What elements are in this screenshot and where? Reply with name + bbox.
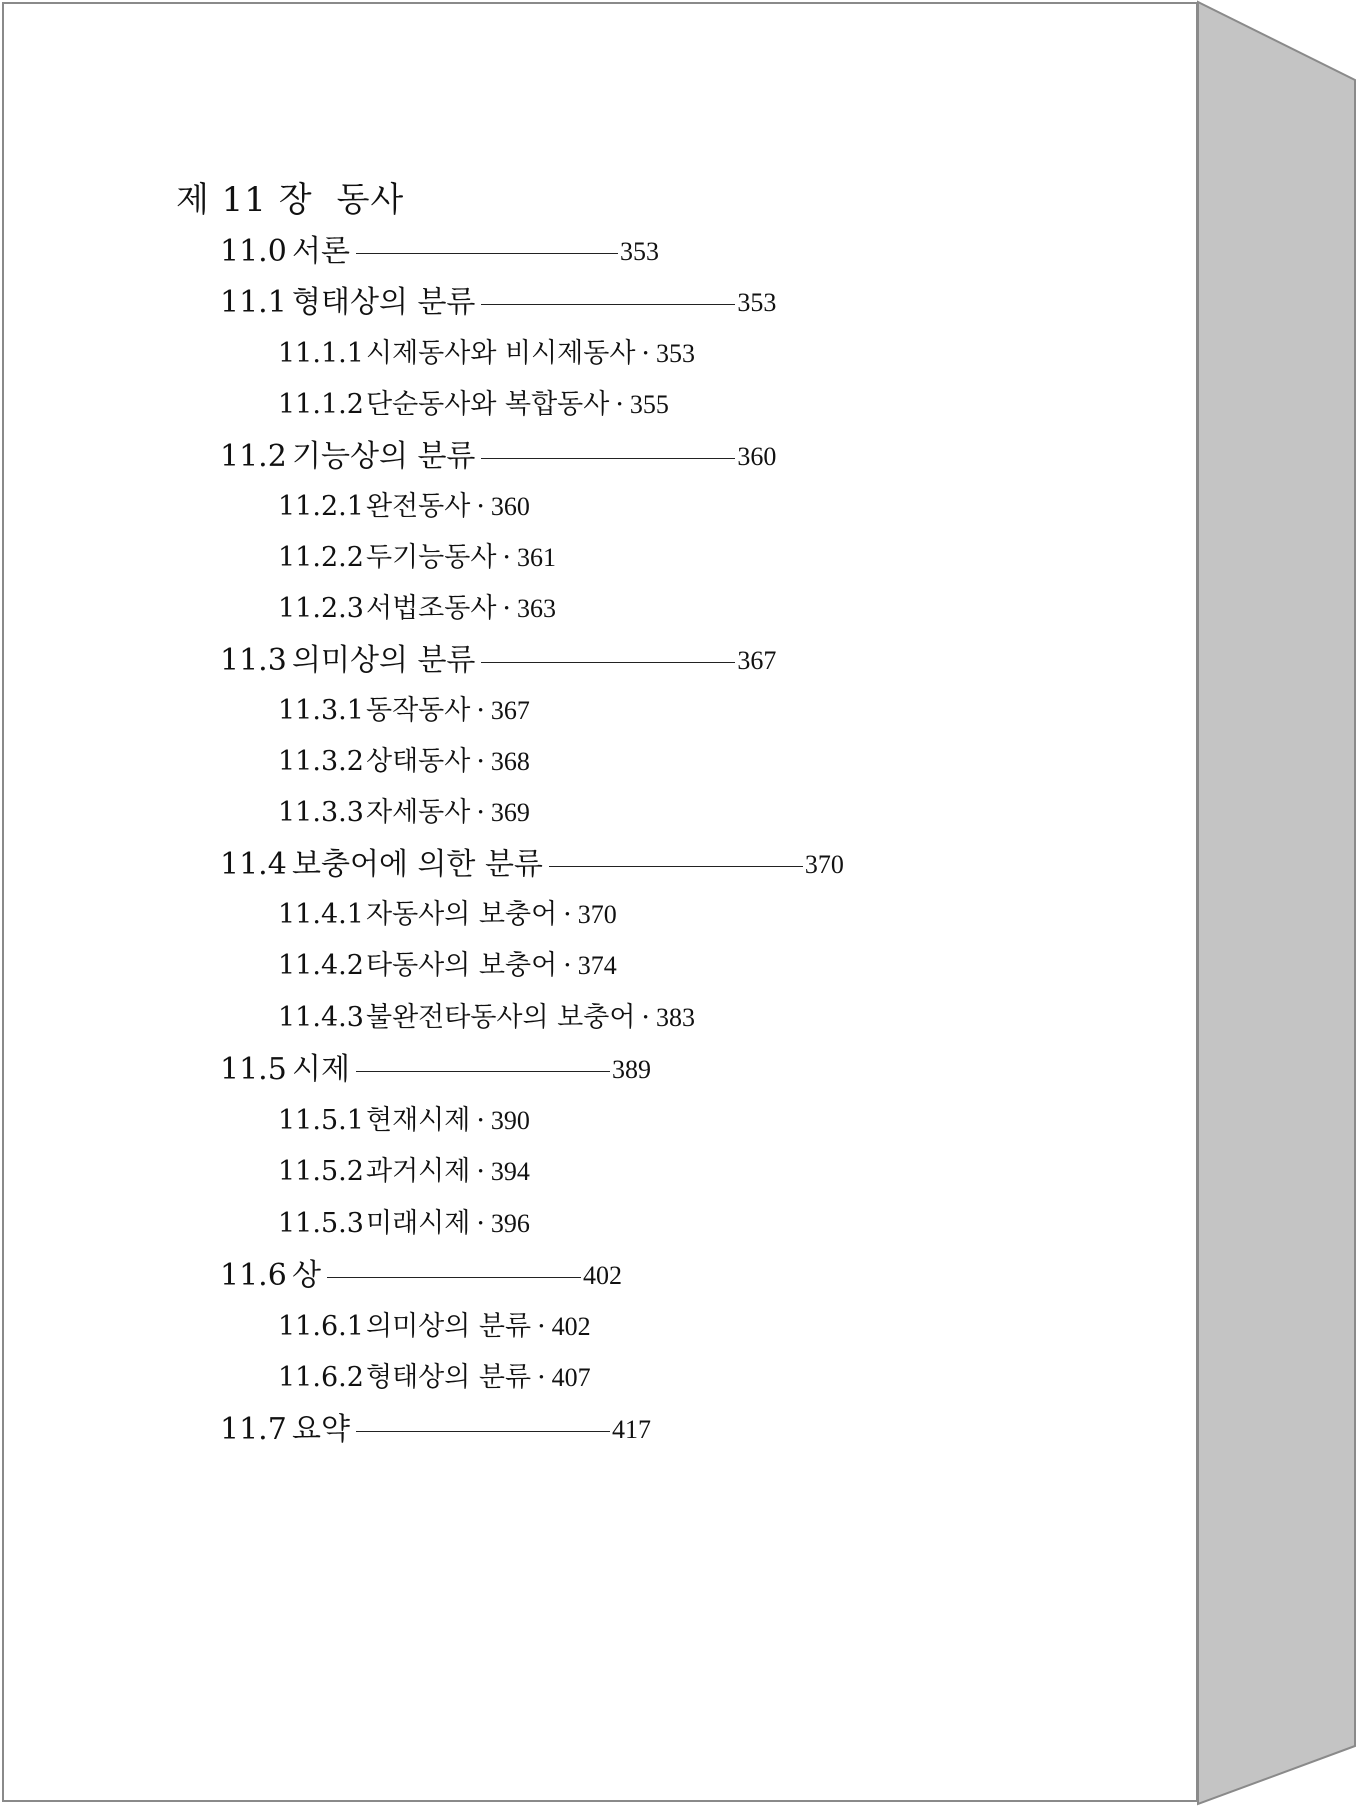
page-separator: ·: [476, 1105, 485, 1136]
toc-subsection-entry: [278, 487, 530, 527]
entry-title: 형태상의 분류: [292, 285, 476, 320]
entry-number: 11.3: [220, 643, 287, 678]
toc-section-entry: [220, 845, 844, 885]
toc-subsection-entry: [278, 1204, 530, 1244]
entry-number: 11.5.1: [278, 1105, 364, 1136]
entry-page-number: 360: [490, 492, 530, 521]
page-separator: ·: [476, 746, 485, 777]
entry-number: 11.3.2: [278, 746, 364, 777]
entry-title: 시제동사와 비시제동사: [366, 338, 636, 369]
toc-subsection-entry: [278, 1152, 530, 1192]
entry-title: 두기능동사: [366, 542, 497, 573]
leader-line: [481, 662, 735, 663]
entry-page-number: 363: [517, 594, 557, 623]
entry-page-number: 407: [551, 1363, 591, 1392]
book-page: [2, 2, 1198, 1802]
entry-page-number: 368: [490, 747, 530, 776]
entry-number: 11.1: [220, 285, 287, 320]
entry-page-number: 394: [490, 1157, 530, 1186]
entry-title: 기능상의 분류: [292, 439, 476, 474]
entry-title: 보충어에 의한 분류: [292, 847, 543, 882]
entry-title: 현재시제: [366, 1105, 471, 1136]
entry-page-number: 390: [490, 1106, 530, 1135]
entry-number: 11.2.1: [278, 491, 364, 522]
page-separator: ·: [476, 797, 485, 828]
entry-number: 11.5.3: [278, 1208, 364, 1239]
entry-title: 과거시제: [366, 1156, 471, 1187]
entry-title: 불완전타동사의 보충어: [366, 1002, 636, 1033]
leader-line: [356, 1071, 610, 1072]
entry-page-number: 417: [611, 1415, 651, 1444]
entry-title: 완전동사: [366, 491, 471, 522]
entry-page-number: 367: [490, 696, 530, 725]
entry-number: 11.2: [220, 439, 287, 474]
entry-title: 형태상의 분류: [366, 1362, 532, 1393]
entry-title: 단순동사와 복합동사: [366, 389, 610, 420]
toc-subsection-entry: [278, 1307, 591, 1347]
toc-section-entry: [220, 1256, 622, 1296]
entry-page-number: 355: [629, 390, 669, 419]
toc-subsection-entry: [278, 946, 617, 986]
toc-section-entry: [220, 232, 659, 272]
entry-number: 11.6.1: [278, 1311, 364, 1342]
leader-line: [481, 458, 735, 459]
entry-title: 자동사의 보충어: [366, 899, 558, 930]
chapter-title: 동사: [336, 180, 405, 220]
entry-page-number: 367: [737, 646, 777, 675]
leader-line: [481, 304, 735, 305]
toc-subsection-entry: [278, 334, 695, 374]
toc-subsection-entry: [278, 742, 530, 782]
toc-subsection-entry: [278, 1101, 530, 1141]
entry-page-number: 402: [582, 1261, 622, 1290]
toc-subsection-entry: [278, 589, 556, 629]
entry-number: 11.6.2: [278, 1362, 364, 1393]
page-separator: ·: [476, 1156, 485, 1187]
entry-number: 11.0: [220, 234, 287, 269]
entry-page-number: 374: [577, 951, 617, 980]
entry-page-number: 370: [577, 900, 617, 929]
entry-number: 11.2.3: [278, 593, 364, 624]
entry-title: 미래시제: [366, 1208, 471, 1239]
toc-section-entry: [220, 641, 776, 681]
entry-page-number: 361: [517, 543, 557, 572]
entry-page-number: 353: [619, 237, 659, 266]
entry-number: 11.3.3: [278, 797, 364, 828]
page-separator: ·: [641, 338, 650, 369]
page-separator: ·: [476, 1208, 485, 1239]
page-separator: ·: [537, 1362, 546, 1393]
entry-number: 11.1.2: [278, 389, 364, 420]
table-of-contents: [4, 4, 1200, 1804]
page-separator: ·: [537, 1311, 546, 1342]
entry-number: 11.3.1: [278, 695, 364, 726]
toc-section-entry: [220, 283, 776, 323]
entry-title: 서론: [292, 234, 350, 269]
entry-number: 11.1.1: [278, 338, 364, 369]
toc-section-entry: [220, 1050, 651, 1090]
entry-page-number: 370: [804, 850, 844, 879]
page-separator: ·: [476, 491, 485, 522]
entry-number: 11.6: [220, 1258, 287, 1293]
toc-subsection-entry: [278, 538, 556, 578]
entry-page-number: 396: [490, 1209, 530, 1238]
entry-number: 11.7: [220, 1412, 287, 1447]
entry-page-number: 360: [737, 442, 777, 471]
entry-number: 11.5.2: [278, 1156, 364, 1187]
toc-subsection-entry: [278, 691, 530, 731]
entry-number: 11.4.3: [278, 1002, 364, 1033]
entry-title: 요약: [292, 1412, 350, 1447]
entry-number: 11.4: [220, 847, 287, 882]
toc-subsection-entry: [278, 793, 530, 833]
entry-title: 의미상의 분류: [366, 1311, 532, 1342]
entry-number: 11.2.2: [278, 542, 364, 573]
entry-page-number: 353: [656, 339, 695, 368]
entry-title: 타동사의 보충어: [366, 950, 558, 981]
leader-line: [549, 866, 803, 867]
entry-title: 의미상의 분류: [292, 643, 476, 678]
entry-number: 11.4.1: [278, 899, 364, 930]
page-separator: ·: [502, 593, 512, 624]
toc-subsection-entry: [278, 998, 695, 1038]
entry-page-number: 353: [737, 288, 777, 317]
toc-subsection-entry: [278, 385, 669, 425]
entry-title: 자세동사: [366, 797, 471, 828]
page-separator: ·: [476, 695, 485, 726]
entry-title: 서법조동사: [366, 593, 497, 624]
entry-title: 시제: [292, 1052, 350, 1087]
entry-title: 상: [292, 1258, 321, 1293]
page-separator: ·: [502, 542, 512, 573]
entry-page-number: 369: [490, 798, 530, 827]
toc-subsection-entry: [278, 895, 617, 935]
page-separator: ·: [615, 389, 624, 420]
entry-number: 11.4.2: [278, 950, 364, 981]
page-separator: ·: [563, 950, 572, 981]
page-separator: ·: [641, 1002, 650, 1033]
entry-number: 11.5: [220, 1052, 287, 1087]
entry-title: 동작동사: [366, 695, 471, 726]
entry-page-number: 389: [611, 1055, 651, 1084]
toc-subsection-entry: [278, 1358, 591, 1398]
leader-line: [356, 1431, 610, 1432]
leader-line: [327, 1277, 581, 1278]
toc-section-entry: [220, 1410, 651, 1450]
page-separator: ·: [563, 899, 572, 930]
toc-section-entry: [220, 437, 776, 477]
entry-page-number: 383: [656, 1003, 695, 1032]
entry-title: 상태동사: [366, 746, 471, 777]
entry-page-number: 402: [551, 1312, 591, 1341]
leader-line: [356, 253, 618, 254]
chapter-number: 제 11 장: [176, 180, 313, 220]
